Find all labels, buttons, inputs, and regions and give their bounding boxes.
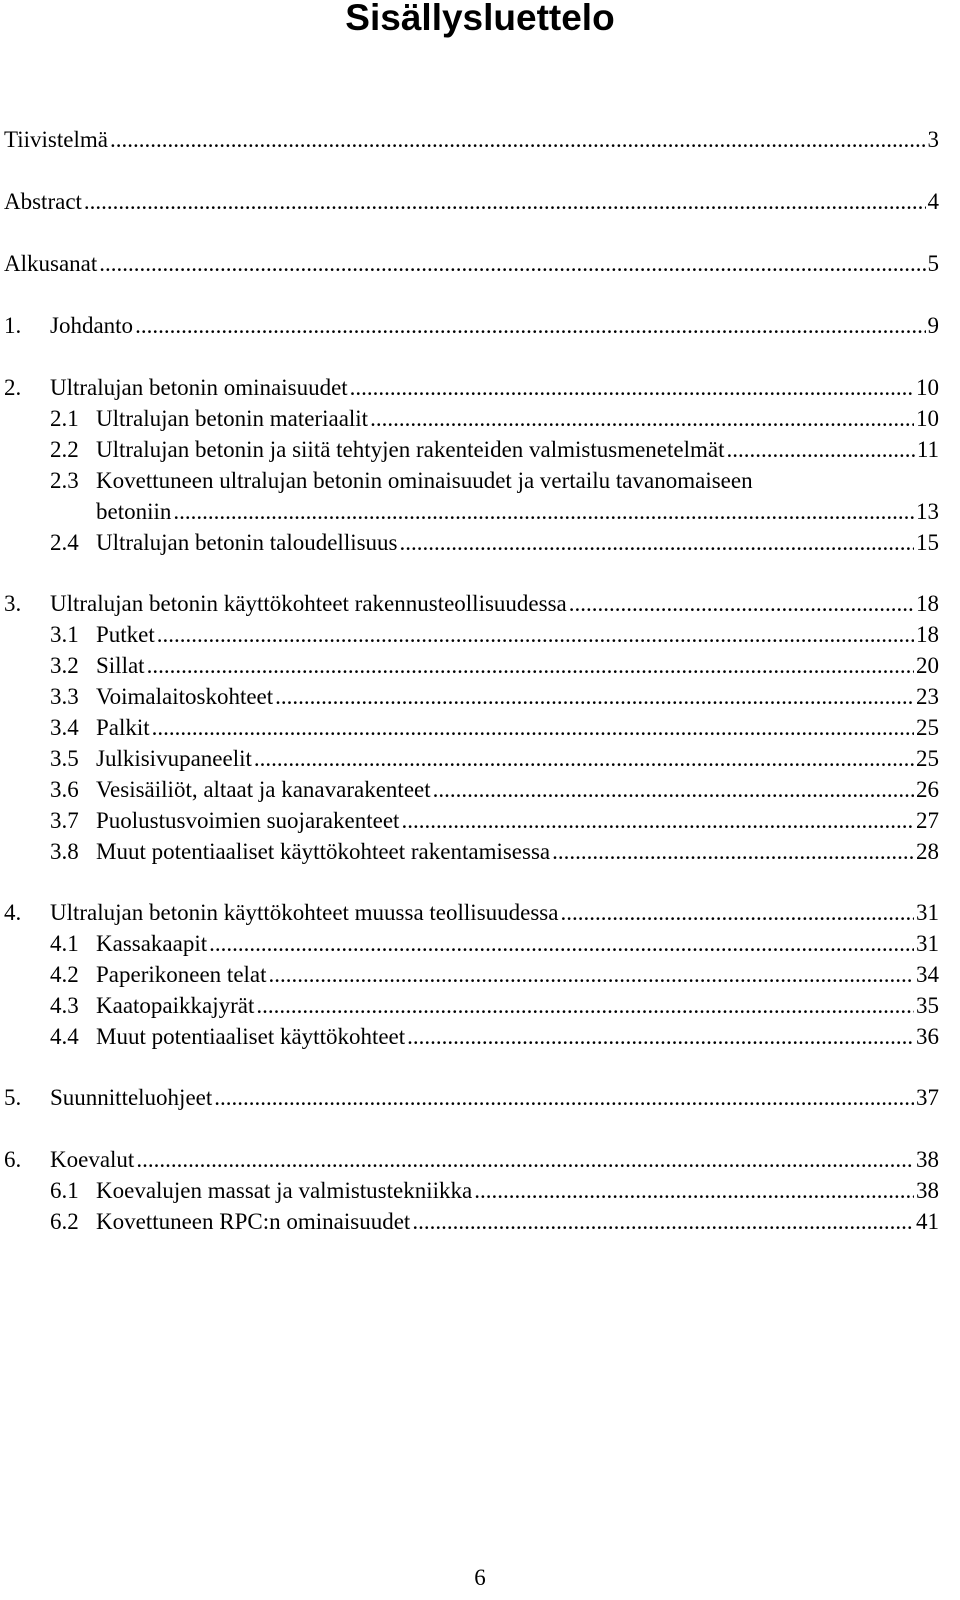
toc-page-number: 10	[916, 406, 939, 431]
toc-leader-dots	[110, 125, 926, 155]
toc-page-number: 38	[916, 1178, 939, 1203]
page-title: Sisällysluettelo	[345, 0, 615, 38]
toc-page-number: 9	[927, 313, 939, 338]
toc-entry-text: Ultralujan betonin ominaisuudet	[50, 375, 348, 400]
toc-entry-abstract[interactable]	[4, 187, 939, 217]
toc-leader-dots	[370, 404, 914, 434]
toc-entry-number: 3.7	[50, 808, 79, 833]
toc-entry-number: 4.1	[50, 931, 79, 956]
toc-leader-dots	[254, 744, 914, 774]
toc-entry-number: 3.4	[50, 715, 79, 740]
toc-leader-dots	[400, 528, 914, 558]
toc-entry-number: 3.3	[50, 684, 79, 709]
toc-page-number: 38	[916, 1147, 939, 1172]
toc-entry-text: Ultralujan betonin käyttökohteet muussa teollisuudessa	[50, 900, 559, 925]
toc-page-number: 28	[916, 839, 939, 864]
toc-entry-number: 2.2	[50, 437, 79, 462]
toc-entry-section-3-4[interactable]	[50, 713, 939, 743]
toc-entry-text: Muut potentiaaliset käyttökohteet	[96, 1024, 406, 1049]
toc-leader-dots	[726, 435, 914, 465]
toc-entry-text: Kovettuneen RPC:n ominaisuudet	[96, 1209, 411, 1234]
toc-entry-section-6-1[interactable]	[50, 1176, 939, 1206]
toc-entry-text: Suunnitteluohjeet	[50, 1085, 213, 1110]
toc-entry-text: Kaatopaikkajyrät	[96, 993, 255, 1018]
toc-entry-chapter-4[interactable]	[4, 898, 939, 928]
toc-entry-number: 2.1	[50, 406, 79, 431]
toc-entry-number: 5.	[4, 1085, 22, 1110]
toc-entry-section-2-1[interactable]	[50, 404, 939, 434]
toc-entry-number: 4.3	[50, 993, 79, 1018]
toc-entry-number: 3.1	[50, 622, 79, 647]
toc-entry-number: 3.6	[50, 777, 79, 802]
toc-leader-dots	[214, 1083, 914, 1113]
toc-leader-dots	[474, 1176, 914, 1206]
toc-entry-number: 2.3	[50, 468, 79, 493]
toc-leader-dots	[135, 311, 925, 341]
toc-leader-dots	[407, 1022, 914, 1052]
toc-entry-section-4-4[interactable]	[50, 1022, 939, 1052]
toc-entry-section-3-8[interactable]	[50, 837, 939, 867]
toc-page-number: 35	[916, 993, 939, 1018]
toc-entry-section-6-2[interactable]	[50, 1207, 939, 1237]
toc-entry-tiivistelma[interactable]	[4, 125, 939, 155]
toc-entry-text: Julkisivupaneelit	[96, 746, 252, 771]
toc-leader-dots	[433, 775, 914, 805]
page-number: 6	[474, 1565, 486, 1590]
toc-entry-number: 4.	[4, 900, 22, 925]
toc-leader-dots	[84, 187, 926, 217]
toc-entry-section-2-4[interactable]	[50, 528, 939, 558]
toc-leader-dots	[136, 1145, 914, 1175]
toc-entry-section-3-3[interactable]	[50, 682, 939, 712]
toc-leader-dots	[569, 589, 914, 619]
toc-entry-section-3-2[interactable]	[50, 651, 939, 681]
toc-page-number: 34	[916, 962, 939, 987]
toc-entry-chapter-2[interactable]	[4, 373, 939, 403]
toc-page-number: 11	[916, 437, 939, 462]
toc-entry-section-2-3-line-1[interactable]	[50, 466, 939, 496]
toc-entry-text: Muut potentiaaliset käyttökohteet rakentamisessa	[96, 839, 551, 864]
toc-entry-section-2-2[interactable]	[50, 435, 939, 465]
toc-leader-dots	[99, 249, 925, 279]
toc-page-number: 31	[916, 900, 939, 925]
toc-entry-chapter-5[interactable]	[4, 1083, 939, 1113]
toc-entry-number: 2.	[4, 375, 22, 400]
toc-entry-text: betoniin	[96, 499, 172, 524]
toc-entry-number: 4.4	[50, 1024, 79, 1049]
toc-entry-section-4-1[interactable]	[50, 929, 939, 959]
toc-entry-number: 3.	[4, 591, 22, 616]
toc-entry-text: Koevalut	[50, 1147, 135, 1172]
toc-entry-section-3-6[interactable]	[50, 775, 939, 805]
toc-leader-dots	[350, 373, 914, 403]
toc-leader-dots	[157, 620, 914, 650]
toc-leader-dots	[147, 651, 914, 681]
toc-entry-text: Puolustusvoimien suojarakenteet	[96, 808, 400, 833]
toc-page-number: 4	[927, 189, 939, 214]
toc-page-number: 15	[916, 530, 939, 555]
toc-page-number: 23	[916, 684, 939, 709]
toc-entry-number: 6.1	[50, 1178, 79, 1203]
toc-page-number: 20	[916, 653, 939, 678]
toc-entry-number: 4.2	[50, 962, 79, 987]
toc-entry-number: 3.8	[50, 839, 79, 864]
toc-page-number: 26	[916, 777, 939, 802]
toc-page-number: 25	[916, 715, 939, 740]
toc-page-number: 37	[916, 1085, 939, 1110]
toc-page-number: 13	[916, 499, 939, 524]
toc-entry-text: Kovettuneen ultralujan betonin ominaisuudet ja vertailu tavanomaiseen	[96, 468, 753, 493]
toc-entry-text: Alkusanat	[4, 251, 98, 276]
toc-entry-text: Palkit	[96, 715, 150, 740]
toc-entry-section-2-3-line-2[interactable]	[96, 497, 939, 527]
toc-page-number: 10	[916, 375, 939, 400]
toc-entry-text: Ultralujan betonin taloudellisuus	[96, 530, 398, 555]
toc-entry-number: 2.4	[50, 530, 79, 555]
toc-leader-dots	[560, 898, 914, 928]
toc-entry-text: Kassakaapit	[96, 931, 208, 956]
toc-entry-section-4-2[interactable]	[50, 960, 939, 990]
toc-page-number: 31	[916, 931, 939, 956]
toc-leader-dots	[275, 682, 914, 712]
toc-entry-chapter-1[interactable]	[4, 311, 939, 341]
toc-page-number: 36	[916, 1024, 939, 1049]
toc-page-number: 41	[916, 1209, 939, 1234]
toc-entry-text: Vesisäiliöt, altaat ja kanavarakenteet	[96, 777, 431, 802]
toc-entry-section-4-3[interactable]	[50, 991, 939, 1021]
toc-entry-text: Paperikoneen telat	[96, 962, 267, 987]
toc-leader-dots	[401, 806, 914, 836]
toc-entry-number: 6.2	[50, 1209, 79, 1234]
toc-entry-text: Abstract	[4, 189, 82, 214]
toc-entry-chapter-6[interactable]	[4, 1145, 939, 1175]
toc-entry-text: Voimalaitoskohteet	[96, 684, 274, 709]
toc-entry-alkusanat[interactable]	[4, 249, 939, 279]
toc-leader-dots	[269, 960, 914, 990]
toc-entry-text: Ultralujan betonin käyttökohteet rakennusteollisuudessa	[50, 591, 567, 616]
toc-entry-section-3-7[interactable]	[50, 806, 939, 836]
toc-entry-number: 1.	[4, 313, 22, 338]
toc-leader-dots	[173, 497, 914, 527]
toc-entry-number: 3.5	[50, 746, 79, 771]
toc-entry-text: Putket	[96, 622, 155, 647]
toc-leader-dots	[209, 929, 914, 959]
toc-leader-dots	[552, 837, 914, 867]
toc-leader-dots	[152, 713, 914, 743]
toc-entry-number: 3.2	[50, 653, 79, 678]
toc-page-number: 25	[916, 746, 939, 771]
toc-entry-text: Johdanto	[50, 313, 134, 338]
toc-page-number: 5	[927, 251, 939, 276]
toc-leader-dots	[412, 1207, 914, 1237]
toc-page-number: 18	[916, 591, 939, 616]
toc-entry-chapter-3[interactable]	[4, 589, 939, 619]
toc-entry-section-3-5[interactable]	[50, 744, 939, 774]
toc-entry-text: Ultralujan betonin materiaalit	[96, 406, 369, 431]
toc-page-number: 27	[916, 808, 939, 833]
toc-page-number: 18	[916, 622, 939, 647]
toc-entry-text: Tiivistelmä	[4, 127, 108, 152]
toc-entry-text: Ultralujan betonin ja siitä tehtyjen rakenteiden valmistusmenetelmät	[96, 437, 725, 462]
toc-entry-text: Sillat	[96, 653, 145, 678]
toc-page-number: 3	[927, 127, 939, 152]
toc-leader-dots	[256, 991, 914, 1021]
toc-entry-text: Koevalujen massat ja valmistustekniikka	[96, 1178, 473, 1203]
toc-entry-number: 6.	[4, 1147, 22, 1172]
toc-entry-section-3-1[interactable]	[50, 620, 939, 650]
